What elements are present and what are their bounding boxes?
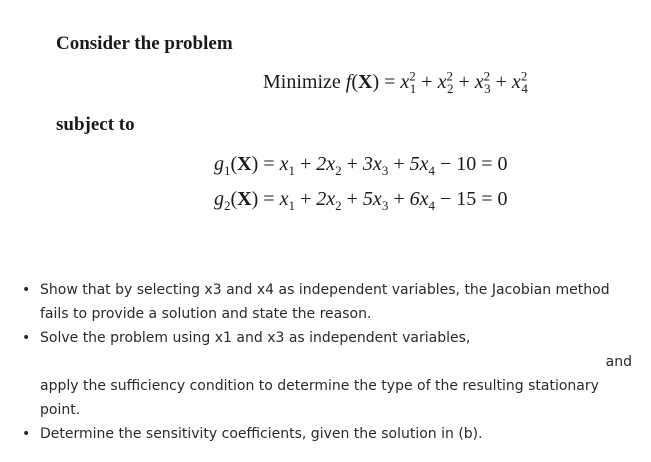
task-list: [22, 278, 632, 446]
task-b-line-3: apply the sufficiency condition to determine the type of the resulting stationary: [40, 378, 599, 394]
constraint-2-sub-4: 4: [428, 198, 435, 213]
constraint-2-arg: X: [237, 188, 252, 210]
constraint-2-sub-3: 3: [381, 198, 389, 213]
constraint-1-name: g: [214, 153, 224, 175]
bullet-icon: •: [22, 426, 31, 442]
constraint-2-term-2: 2x: [316, 188, 336, 210]
constraint-1-term-2: 2x: [316, 153, 336, 175]
objective-prefix: Minimize: [263, 71, 341, 93]
problem-intro: Consider the problem: [56, 33, 233, 54]
constraint-1-index: 1: [224, 163, 231, 178]
constraint-2-zero: 0: [497, 188, 508, 210]
objective-fn-name: f: [345, 71, 352, 93]
constraint-1-term-1: x: [279, 153, 289, 175]
task-b-line-4: point.: [40, 402, 81, 418]
task-a-line-1: Show that by selecting x3 and x4 as independent variables, the Jacobian method: [40, 282, 610, 298]
constraint-2: $g_2(X) = x_1 + 2x_2 + 5x_3 + 6x_4 - 15 = 0$: [214, 188, 508, 213]
constraint-1-rhs: 10: [456, 153, 477, 175]
constraint-1-sub-4: 4: [428, 163, 435, 178]
constraint-2-name: g: [214, 188, 224, 210]
constraint-1-sub-2: 2: [335, 163, 342, 178]
task-b-and: and: [605, 354, 632, 370]
constraint-1-arg: X: [237, 153, 252, 175]
task-a-line-2: fails to provide a solution and state the reason.: [40, 306, 372, 322]
constraint-1-term-4: 5x: [409, 153, 429, 175]
constraint-2-term-3: 5x: [362, 188, 382, 210]
constraint-1-sub-1: 1: [288, 163, 295, 178]
constraint-2-term-4: 6x: [409, 188, 429, 210]
task-item-c: [22, 422, 632, 446]
constraint-2-index: 2: [224, 198, 231, 213]
constraint-1: $g_1(X) = x_1 + 2x_2 + 3x_3 + 5x_4 - 10 = 0$: [214, 153, 508, 178]
constraint-1-zero: 0: [497, 153, 508, 175]
constraint-1-sub-3: 3: [381, 163, 389, 178]
subject-to-label: subject to: [56, 114, 135, 135]
task-item-a: [22, 278, 632, 326]
bullet-icon: •: [22, 282, 31, 298]
constraint-2-sub-2: 2: [335, 198, 342, 213]
constraint-2-term-1: x: [279, 188, 289, 210]
bullet-icon: •: [22, 330, 31, 346]
constraint-2-rhs: 15: [456, 188, 477, 210]
task-b-line-1: Solve the problem using x1 and x3 as independent variables,: [40, 330, 471, 346]
constraint-1-term-3: 3x: [362, 153, 382, 175]
constraint-2-sub-1: 1: [288, 198, 295, 213]
objective-function: Minimize $f(X) = x^2_1 + x^2_2 + x^2_3 + x^2_4$: [263, 68, 528, 96]
objective-arg: X: [358, 71, 373, 93]
task-item-b: [22, 326, 632, 422]
task-c-line-1: Determine the sensitivity coefficients, given the solution in (b).: [40, 426, 483, 442]
